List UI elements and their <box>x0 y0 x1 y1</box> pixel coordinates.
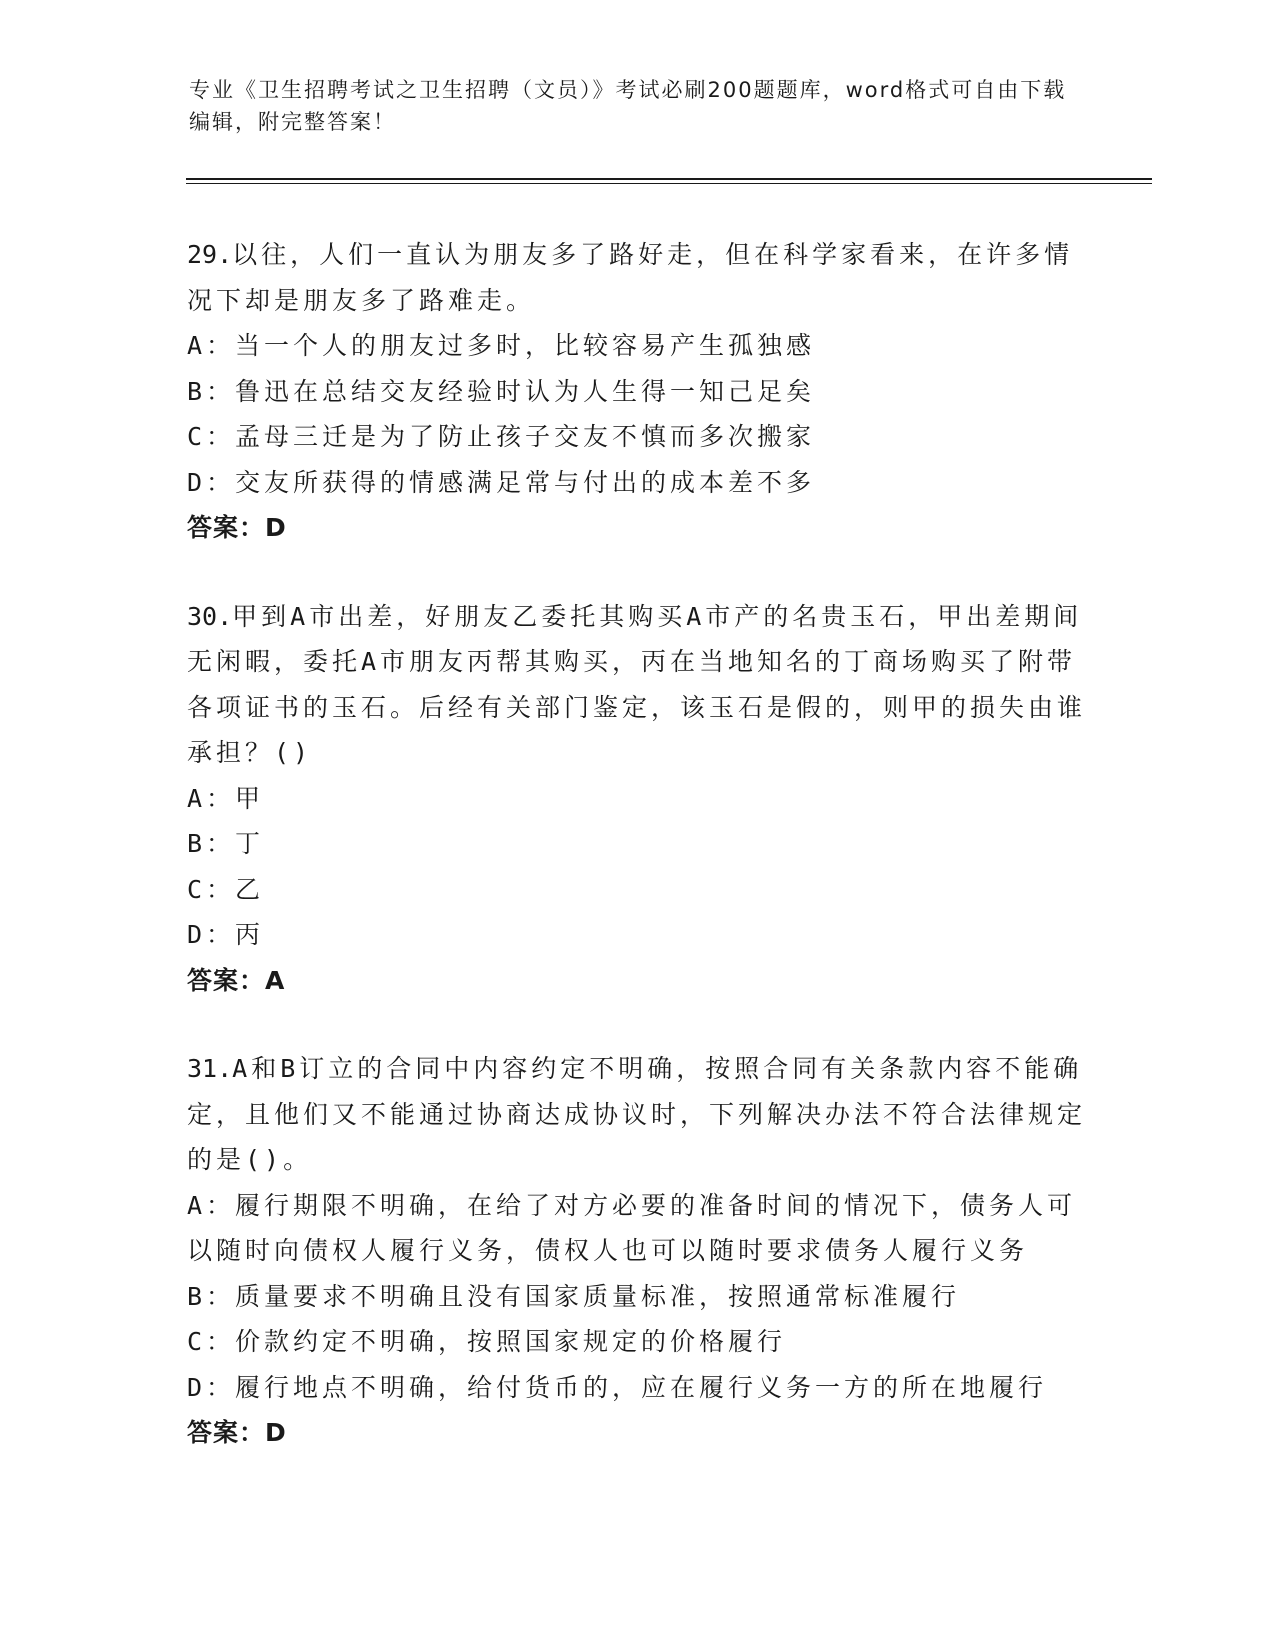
option-a: A：当一个人的朋友过多时，比较容易产生孤独感 <box>187 331 816 360</box>
option-d: D：履行地点不明确，给付货币的，应在履行义务一方的所在地履行 <box>187 1372 1048 1402</box>
answer-line: 答案：D <box>187 1418 287 1447</box>
question-number: 31. <box>187 1054 233 1083</box>
answer-line: 答案：D <box>187 513 287 542</box>
question-list <box>187 232 1087 1499</box>
question-stem <box>187 594 1087 776</box>
question-stem <box>187 1046 1087 1183</box>
option-b: B：质量要求不明确且没有国家质量标准，按照通常标准履行 <box>187 1281 961 1311</box>
option-b: B：丁 <box>187 829 265 858</box>
option-a: A：甲 <box>187 783 265 813</box>
option-c: C：乙 <box>187 874 265 904</box>
question-number: 29. <box>187 240 233 269</box>
option-d: D：丙 <box>187 920 265 949</box>
question-number: 30. <box>187 601 233 631</box>
option-b: B：鲁迅在总结交友经验时认为人生得一知己足矣 <box>187 376 816 406</box>
option-d: D：交友所获得的情感满足常与付出的成本差不多 <box>187 467 816 497</box>
question-31 <box>187 1046 1087 1456</box>
question-29 <box>187 232 1087 551</box>
question-30 <box>187 594 1087 1004</box>
header-divider-thin <box>186 183 1152 184</box>
question-stem <box>187 232 1087 323</box>
answer-line: 答案：A <box>187 965 286 995</box>
question-text: A和B订立的合同中内容约定不明确，按照合同有关条款内容不能确定，且他们又不能通过协商达成协议时，下列解决办法不符合法律规定的是()。 <box>187 1054 1087 1174</box>
option-c: C：价款约定不明确，按照国家规定的价格履行 <box>187 1327 787 1356</box>
option-c: C：孟母三迁是为了防止孩子交友不慎而多次搬家 <box>187 422 816 451</box>
question-text: 以往，人们一直认为朋友多了路好走，但在科学家看来，在许多情况下却是朋友多了路难走。 <box>187 240 1074 315</box>
option-a: A：履行期限不明确，在给了对方必要的准备时间的情况下，债务人可以随时向债权人履行义务，债权人也可以随时要求债务人履行义务 <box>187 1190 1077 1265</box>
header-divider-thick <box>186 178 1152 180</box>
document-header: 专业《卫生招聘考试之卫生招聘（文员）》考试必刷200题题库，word格式可自由下载编辑，附完整答案！ <box>189 78 1067 134</box>
question-text: 甲到A市出差，好朋友乙委托其购买A市产的名贵玉石，甲出差期间无闲暇，委托A市朋友丙帮其购买，丙在当地知名的丁商场购买了附带各项证书的玉石。后经有关部门鉴定，该玉石是假的，则甲的损失由谁承担？() <box>187 601 1087 767</box>
